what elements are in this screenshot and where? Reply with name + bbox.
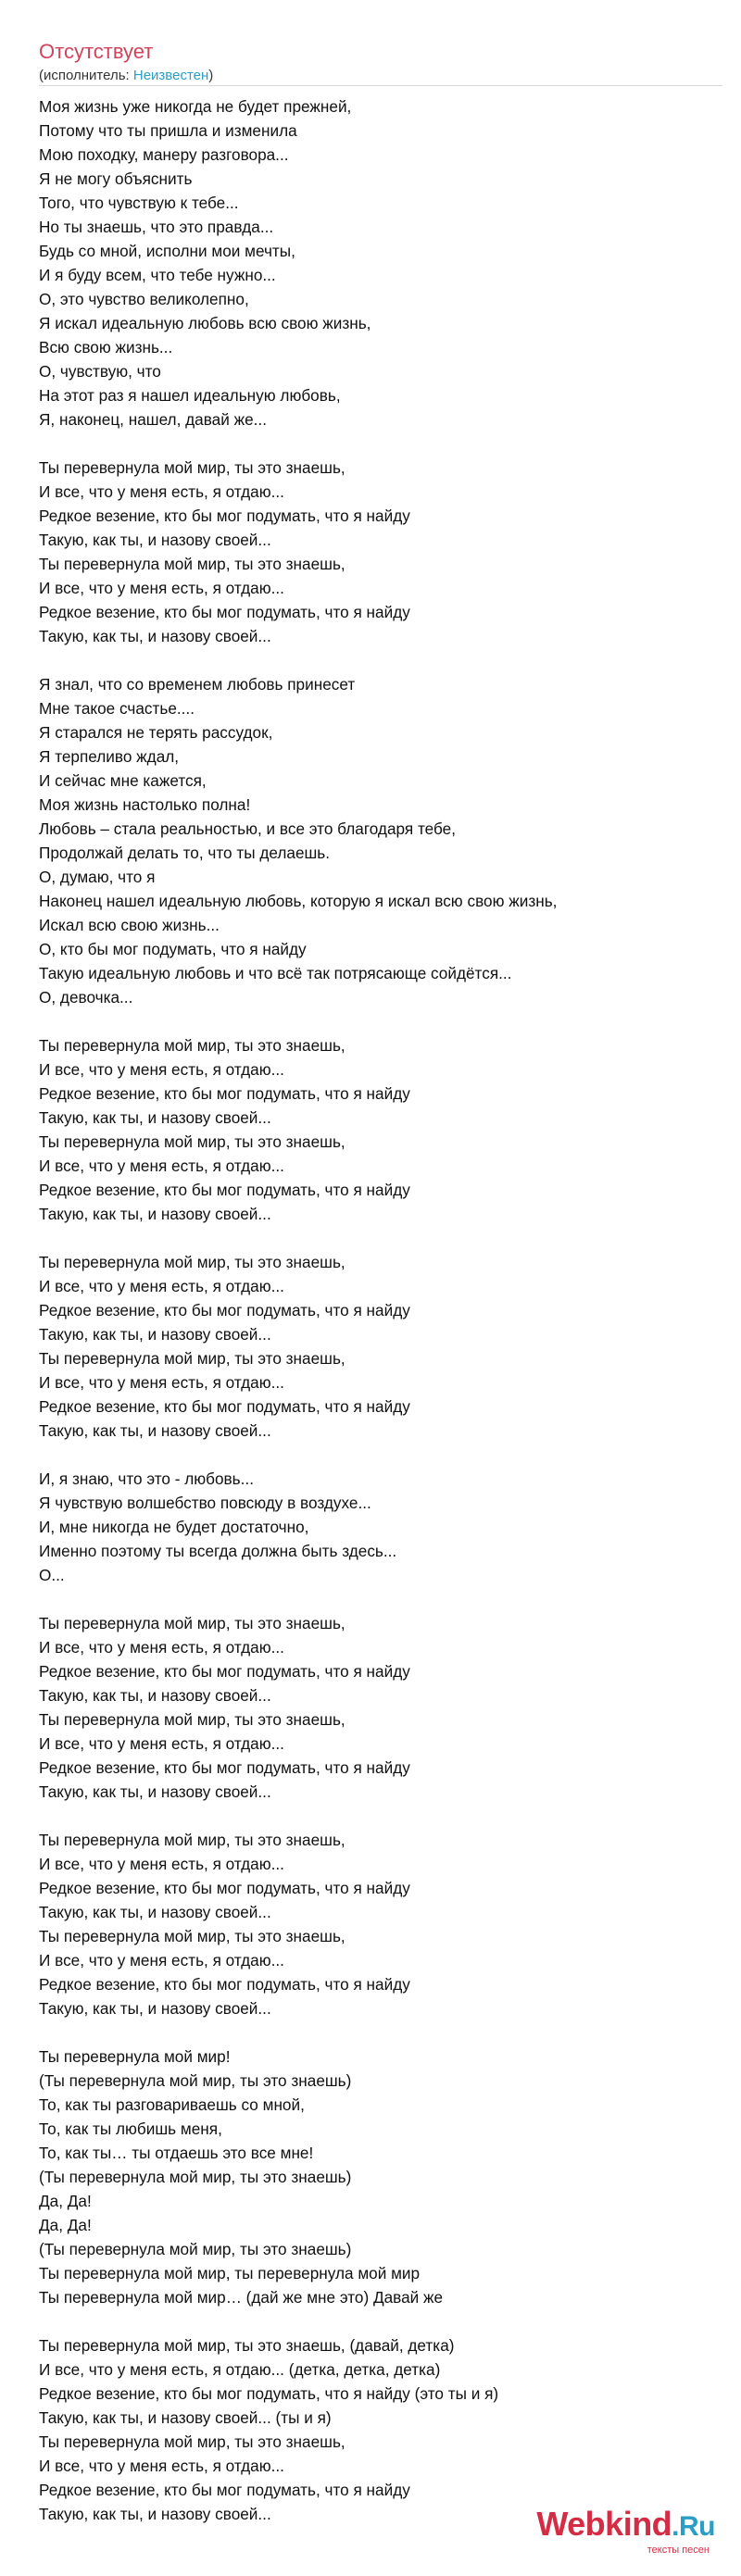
lyrics-line: Ты перевернула мой мир, ты это знаешь, (39, 1614, 345, 1632)
lyrics-line: И все, что у меня есть, я отдаю... (39, 1157, 284, 1175)
artist-line (39, 67, 724, 85)
lyrics-line: То, как ты… ты отдаешь это все мне! (39, 2144, 314, 2162)
lyrics-body (39, 94, 724, 2550)
lyrics-line: Искал всю свою жизнь... (39, 916, 220, 934)
lyrics-line: Такую, как ты, и назову своей... (39, 1999, 271, 2018)
lyrics-line: Ты перевернула мой мир, ты это знаешь, (39, 458, 345, 477)
lyrics-line: Моя жизнь настолько полна! (39, 795, 251, 814)
lyrics-stanza (39, 1250, 724, 1443)
lyrics-line: О, это чувство великолепно, (39, 290, 249, 308)
lyrics-line: Такую, как ты, и назову своей... (39, 1325, 271, 1344)
lyrics-line: Редкое везение, кто бы мог подумать, что я найду (39, 506, 410, 525)
lyrics-line: Да, Да! (39, 2192, 92, 2210)
lyrics-line: Ты перевернула мой мир, ты это знаешь, (давай, детка) (39, 2336, 455, 2355)
lyrics-line: Я знал, что со временем любовь принесет (39, 675, 356, 694)
lyrics-line: На этот раз я нашел идеальную любовь, (39, 386, 341, 405)
artist-suffix: ) (208, 68, 214, 83)
lyrics-line: Всю свою жизнь... (39, 338, 173, 356)
lyrics-line: Я искал идеальную любовь всю свою жизнь, (39, 314, 371, 332)
lyrics-stanza (39, 94, 724, 431)
lyrics-stanza (39, 2045, 724, 2309)
lyrics-line: Ты перевернула мой мир! (39, 2047, 231, 2066)
lyrics-line: Ты перевернула мой мир, ты это знаешь, (39, 1036, 345, 1055)
lyrics-line: Ты перевернула мой мир, ты это знаешь, (39, 2432, 345, 2451)
lyrics-line: О, думаю, что я (39, 868, 156, 886)
lyrics-line: И сейчас мне кажется, (39, 771, 207, 790)
lyrics-stanza (39, 456, 724, 648)
logo-word: Webkind (536, 2505, 672, 2543)
lyrics-line: И все, что у меня есть, я отдаю... (39, 1277, 284, 1295)
lyrics-line: Того, что чувствую к тебе... (39, 194, 239, 212)
lyrics-line: Ты перевернула мой мир, ты это знаешь, (39, 1927, 345, 1945)
lyrics-line: О, чувствую, что (39, 362, 161, 381)
lyrics-stanza (39, 1828, 724, 2020)
lyrics-line: Я, наконец, нашел, давай же... (39, 410, 267, 429)
lyrics-line: Я чувствую волшебство повсюду в воздухе... (39, 1494, 371, 1512)
lyrics-line: Такую, как ты, и назову своей... (39, 1421, 271, 1440)
lyrics-line: Редкое везение, кто бы мог подумать, что я найду (39, 2481, 410, 2499)
lyrics-line: Ты перевернула мой мир, ты это знаешь, (39, 1831, 345, 1849)
lyrics-line: Такую, как ты, и назову своей... (39, 531, 271, 549)
lyrics-line: Любовь – стала реальностью, и все это благодаря тебе, (39, 819, 456, 838)
lyrics-line: Моя жизнь уже никогда не будет прежней, (39, 97, 352, 116)
lyrics-line: Я старался не терять рассудок, (39, 723, 273, 742)
lyrics-line: И все, что у меня есть, я отдаю... (39, 1373, 284, 1392)
lyrics-line: Редкое везение, кто бы мог подумать, что я найду (39, 1975, 410, 1994)
lyrics-line: Такую, как ты, и назову своей... (39, 1205, 271, 1223)
lyrics-line: Ты перевернула мой мир, ты это знаешь, (39, 1132, 345, 1151)
lyrics-line: Да, Да! (39, 2216, 92, 2234)
lyrics-line: Редкое везение, кто бы мог подумать, что я найду (это ты и я) (39, 2384, 499, 2403)
site-logo[interactable] (536, 2507, 715, 2556)
lyrics-line: Редкое везение, кто бы мог подумать, что я найду (39, 1397, 410, 1416)
lyrics-line: О, девочка... (39, 988, 133, 1007)
lyrics-line: Я не могу объяснить (39, 169, 193, 188)
lyrics-line: Редкое везение, кто бы мог подумать, что я найду (39, 1879, 410, 1897)
lyrics-line: И я буду всем, что тебе нужно... (39, 266, 276, 284)
lyrics-line: О... (39, 1566, 65, 1584)
lyrics-line: Такую, как ты, и назову своей... (39, 627, 271, 645)
lyrics-stanza (39, 1611, 724, 1804)
lyrics-line: Я терпеливо ждал, (39, 747, 180, 766)
lyrics-line: (Ты перевернула мой мир, ты это знаешь) (39, 2168, 352, 2186)
lyrics-line: Такую, как ты, и назову своей... (39, 1108, 271, 1127)
lyrics-line: Ты перевернула мой мир, ты это знаешь, (39, 555, 345, 573)
lyrics-line: И, я знаю, что это - любовь... (39, 1469, 254, 1488)
lyrics-line: Редкое везение, кто бы мог подумать, что я найду (39, 1181, 410, 1199)
lyrics-line: (Ты перевернула мой мир, ты это знаешь) (39, 2240, 352, 2258)
lyrics-line: (Ты перевернула мой мир, ты это знаешь) (39, 2071, 352, 2090)
logo-tld: .Ru (672, 2511, 715, 2542)
artist-link[interactable]: Неизвестен (132, 68, 209, 83)
lyrics-stanza (39, 2333, 724, 2526)
lyrics-line: Редкое везение, кто бы мог подумать, что я найду (39, 1084, 410, 1103)
lyrics-line: Ты перевернула мой мир, ты это знаешь, (39, 1710, 345, 1729)
lyrics-line: И все, что у меня есть, я отдаю... (39, 482, 284, 501)
lyrics-line: И все, что у меня есть, я отдаю... (39, 2457, 284, 2475)
lyrics-line: И все, что у меня есть, я отдаю... (39, 1638, 284, 1657)
lyrics-line: Ты перевернула мой мир, ты это знаешь, (39, 1349, 345, 1368)
lyrics-line: И, мне никогда не будет достаточно, (39, 1518, 309, 1536)
lyrics-line: О, кто бы мог подумать, что я найду (39, 940, 307, 958)
lyrics-line: Мне такое счастье.... (39, 699, 195, 718)
lyrics-line: Редкое везение, кто бы мог подумать, что я найду (39, 1662, 410, 1681)
lyrics-line: Ты перевернула мой мир, ты это знаешь, (39, 1253, 345, 1271)
lyrics-line: Редкое везение, кто бы мог подумать, что я найду (39, 1301, 410, 1319)
lyrics-line: Такую, как ты, и назову своей... (39, 2505, 271, 2523)
lyrics-line: Наконец нашел идеальную любовь, которую я искал всю свою жизнь, (39, 892, 558, 910)
header-divider (39, 85, 722, 86)
lyrics-line: Но ты знаешь, что это правда... (39, 218, 274, 236)
lyrics-stanza (39, 1467, 724, 1587)
lyrics-line: И все, что у меня есть, я отдаю... (39, 579, 284, 597)
lyrics-line: И все, что у меня есть, я отдаю... (39, 1734, 284, 1753)
lyrics-line: И все, что у меня есть, я отдаю... (детка, детка, детка) (39, 2360, 441, 2379)
lyrics-line: Такую идеальную любовь и что всё так потрясающе сойдётся... (39, 964, 512, 982)
lyrics-line: Такую, как ты, и назову своей... (39, 1782, 271, 1801)
lyrics-stanza (39, 1033, 724, 1226)
lyrics-line: Продолжай делать то, что ты делаешь. (39, 844, 331, 862)
song-title: Отсутствует (39, 40, 154, 63)
lyrics-line: Именно поэтому ты всегда должна быть здесь... (39, 1542, 397, 1560)
lyrics-line: То, как ты разговариваешь со мной, (39, 2095, 305, 2114)
lyrics-line: Редкое везение, кто бы мог подумать, что я найду (39, 1758, 410, 1777)
song-header (39, 39, 724, 85)
artist-prefix: (исполнитель: (39, 68, 133, 83)
lyrics-line: Ты перевернула мой мир, ты перевернула мой мир (39, 2264, 421, 2282)
lyrics-line: То, как ты любишь меня, (39, 2120, 222, 2138)
lyrics-line: Такую, как ты, и назову своей... (39, 1903, 271, 1921)
lyrics-line: И все, что у меня есть, я отдаю... (39, 1855, 284, 1873)
lyrics-line: Такую, как ты, и назову своей... (39, 1686, 271, 1705)
lyrics-line: Такую, как ты, и назову своей... (ты и я) (39, 2408, 332, 2427)
lyrics-line: Будь со мной, исполни мои мечты, (39, 242, 295, 260)
logo-tagline: тексты песен (647, 2545, 710, 2556)
lyrics-line: Редкое везение, кто бы мог подумать, что я найду (39, 603, 410, 621)
logo-wordmark (536, 2507, 715, 2545)
lyrics-line: Мою походку, манеру разговора... (39, 145, 289, 164)
lyrics-line: И все, что у меня есть, я отдаю... (39, 1060, 284, 1079)
lyrics-line: Ты перевернула мой мир… (дай же мне это) Давай же (39, 2288, 444, 2307)
lyrics-line: И все, что у меня есть, я отдаю... (39, 1951, 284, 1970)
lyrics-stanza (39, 672, 724, 1009)
lyrics-line: Потому что ты пришла и изменила (39, 121, 297, 140)
